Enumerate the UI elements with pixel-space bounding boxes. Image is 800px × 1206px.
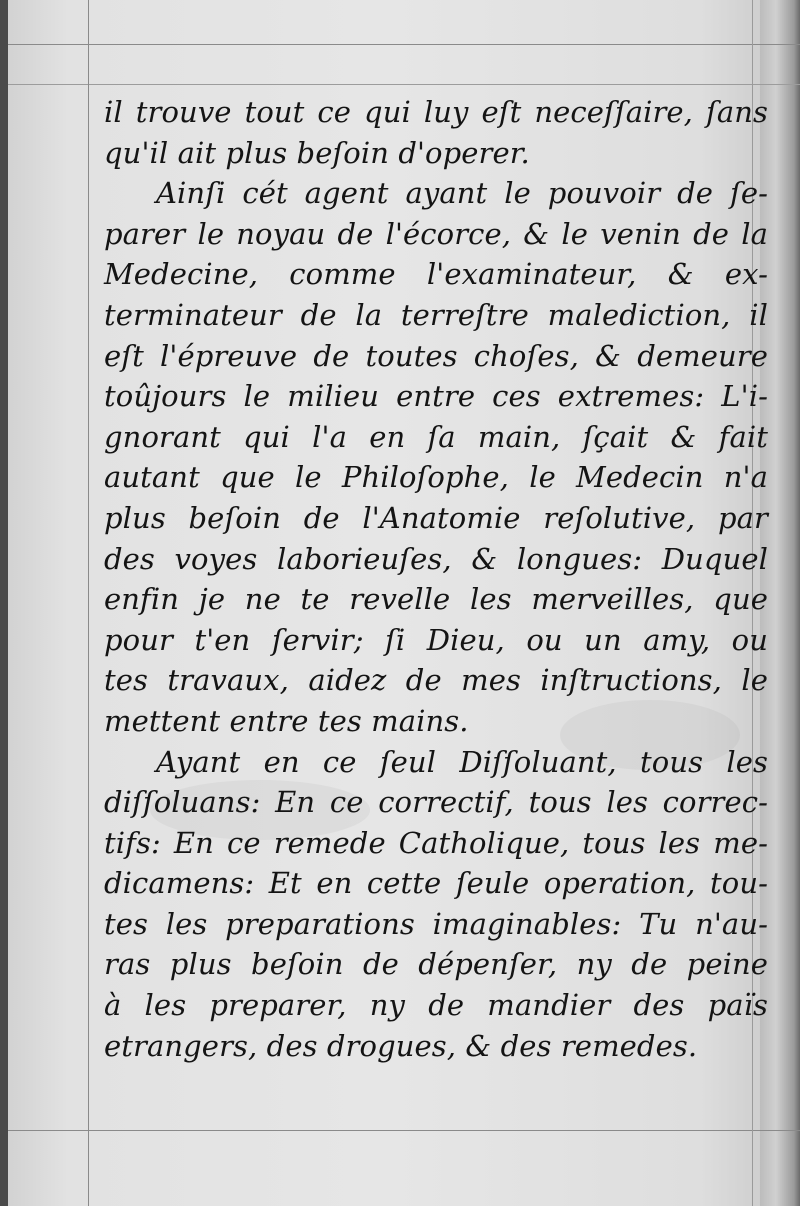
text-line: autant que le Philoſophe, le Medecin n'a <box>104 460 768 495</box>
text-line: pour t'en ſervir; ſi Dieu, ou un amy, ou <box>104 622 768 657</box>
text-line: Ayant en ce ſeul Diſſoluant, tous les <box>156 744 768 779</box>
text-line: Ainſi cét agent ayant le pouvoir de ſe- <box>156 176 768 211</box>
text-line: diſſoluans: En ce correctif, tous les correc- <box>104 785 768 820</box>
text-line: terminateur de la terreſtre malediction, il <box>104 297 768 332</box>
ruled-line-header <box>8 84 800 85</box>
text-line: toûjours le milieu entre ces extremes: L'i- <box>104 379 768 414</box>
text-line: il trouve tout ce qui luy eſt neceſſaire, ſans <box>104 95 768 129</box>
ruled-line-top <box>8 44 800 45</box>
text-line: parer le noyau de l'écorce, & le venin de la <box>104 216 768 251</box>
text-line: gnorant qui l'a en ſa main, ſçait & fait <box>104 419 768 454</box>
text-line: ras plus beſoin de dépenſer, ny de peine <box>104 947 768 982</box>
text-line: etrangers, des drogues, & des remedes. <box>104 1028 698 1063</box>
text-line: tes les preparations imaginables: Tu n'au- <box>104 906 768 941</box>
body-text <box>104 92 768 1066</box>
text-line: qu'il ait plus beſoin d'operer. <box>104 135 530 170</box>
ruled-line-bottom <box>8 1130 800 1131</box>
text-line: tes travaux, aidez de mes inſtructions, le <box>104 663 768 698</box>
ruled-line-left-margin <box>88 0 89 1206</box>
text-line: dicamens: Et en cette ſeule operation, tou- <box>104 866 768 901</box>
text-line: mettent entre tes mains. <box>104 703 469 738</box>
text-line: plus beſoin de l'Anatomie reſolutive, par <box>104 500 768 535</box>
text-line: à les preparer, ny de mandier des païs <box>104 988 768 1023</box>
text-line: des voyes laborieuſes, & longues: Duquel <box>104 541 768 576</box>
text-line: Medecine, comme l'examinateur, & ex- <box>104 257 768 292</box>
text-line: tifs: En ce remede Catholique, tous les me- <box>104 825 768 860</box>
text-line: eſt l'épreuve de toutes choſes, & demeure <box>104 338 768 373</box>
text-line: enfin je ne te revelle les merveilles, que <box>104 582 768 617</box>
